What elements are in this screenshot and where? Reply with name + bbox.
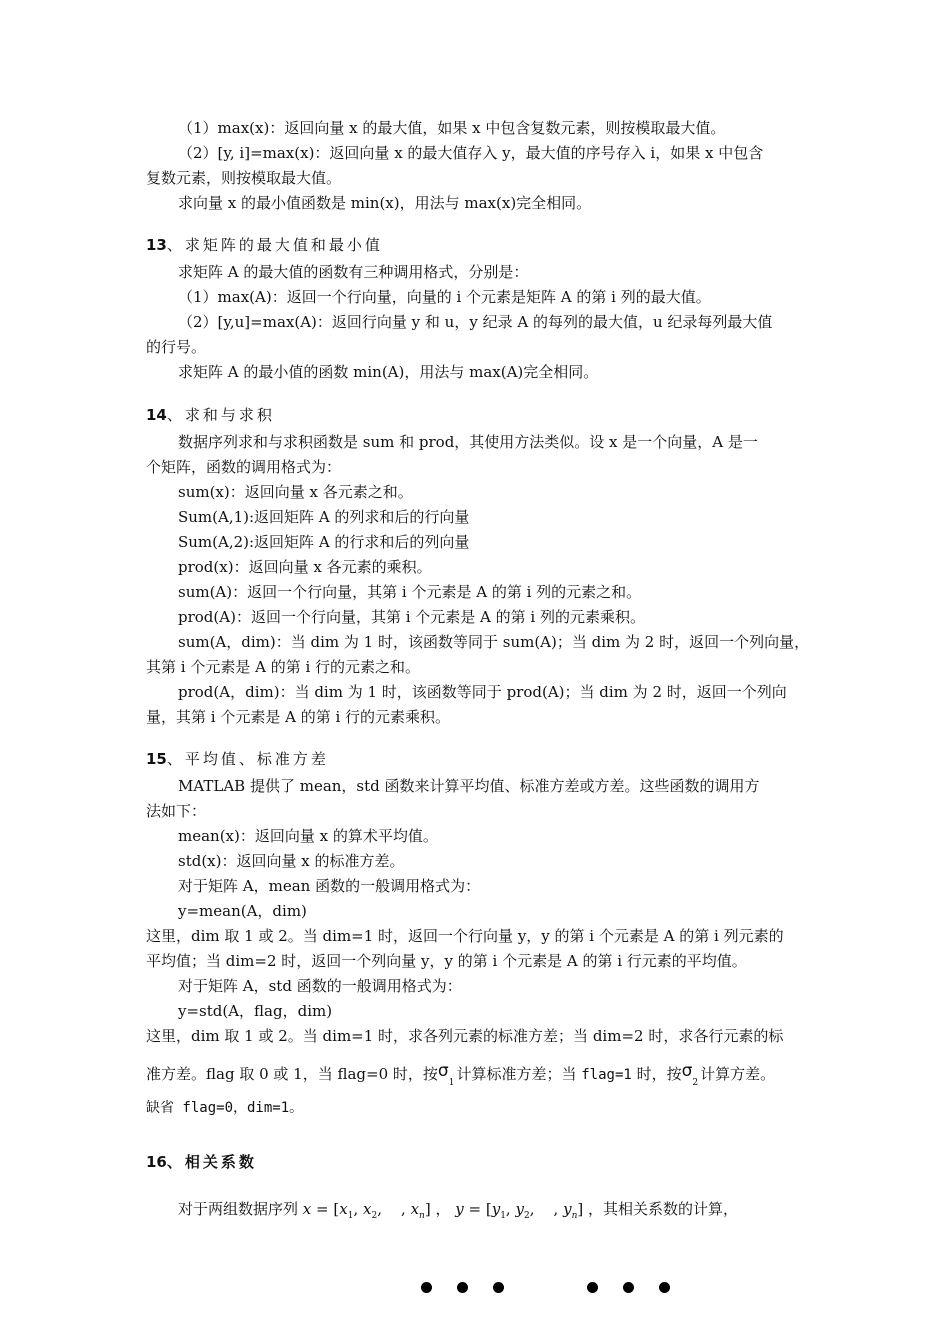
paragraph-line: sum(A，dim)：当 dim 为 1 时，该函数等同于 sum(A)；当 dim 为 2 时，返回一个列向量， xyxy=(178,633,810,651)
paragraph-line: 求矩阵 A 的最大值的函数有三种调用格式，分别是： xyxy=(178,263,529,281)
paragraph-line: 的行号。 xyxy=(146,338,207,356)
paragraph-line: 求向量 x 的最小值函数是 min(x)，用法与 max(x)完全相同。 xyxy=(178,194,592,212)
dot-icon xyxy=(457,1282,468,1293)
paragraph-line: 缺省 flag=0，dim=1。 xyxy=(146,1100,304,1116)
paragraph-line: 量，其第 i 个元素是 A 的第 i 行的元素乘积。 xyxy=(146,708,451,726)
section-heading-13 xyxy=(146,235,383,255)
paragraph-line: prod(A，dim)：当 dim 为 1 时，该函数等同于 prod(A)；当 dim 为 2 时，返回一个列向 xyxy=(178,683,787,701)
paragraph-line: 法如下： xyxy=(146,802,207,820)
dot-icon xyxy=(493,1282,504,1293)
paragraph-line: 对于矩阵 A，mean 函数的一般调用格式为： xyxy=(178,877,481,895)
paragraph-line: mean(x)：返回向量 x 的算术平均值。 xyxy=(178,827,438,845)
paragraph-line: 这里，dim 取 1 或 2。当 dim=1 时，返回一个行向量 y，y 的第 i 个元素是 A 的第 i 列元素的 xyxy=(146,927,784,945)
sigma-subscript: 1 xyxy=(448,1078,455,1088)
paragraph-line: prod(x)：返回向量 x 各元素的乘积。 xyxy=(178,558,432,576)
section-heading-14 xyxy=(146,405,275,425)
paragraph-line: sum(x)：返回向量 x 各元素之和。 xyxy=(178,483,413,501)
paragraph-line: sum(A)：返回一个行向量，其第 i 个元素是 A 的第 i 列的元素之和。 xyxy=(178,583,642,601)
dot-icon xyxy=(623,1282,634,1293)
section-heading-15 xyxy=(146,749,329,769)
sigma-symbol: σ xyxy=(437,1061,449,1081)
section-title: 、平均值、标准方差 xyxy=(166,750,329,768)
paragraph-line-sigma xyxy=(146,1061,810,1087)
section-title: 、求和与求积 xyxy=(166,406,275,424)
paragraph-line: prod(A)：返回一个行向量，其第 i 个元素是 A 的第 i 列的元素乘积。 xyxy=(178,608,645,626)
section-number: 16 xyxy=(146,1153,167,1171)
paragraph-line: 个矩阵，函数的调用格式为： xyxy=(146,458,342,476)
y-sequence-formula: $y = [y_1$, $y_2$, , $y_n$] xyxy=(455,1200,584,1221)
paragraph-line: 复数元素，则按模取最大值。 xyxy=(146,169,342,187)
section-title: 、求矩阵的最大值和最小值 xyxy=(166,236,383,254)
section-heading-16 xyxy=(146,1152,257,1172)
text-run: ，其相关系数的计算， xyxy=(588,1200,739,1218)
text-run: 计算方差。 xyxy=(700,1065,776,1083)
section-number: 13 xyxy=(146,236,167,254)
paragraph-line: 这里，dim 取 1 或 2。当 dim=1 时，求各列元素的标准方差；当 dim=2 时，求各行元素的标 xyxy=(146,1027,784,1045)
paragraph-line: （1）max(x)：返回向量 x 的最大值，如果 x 中包含复数元素，则按模取最大值。 xyxy=(178,119,726,137)
paragraph-line: 求矩阵 A 的最小值的函数 min(A)，用法与 max(A)完全相同。 xyxy=(178,363,599,381)
dot-icon xyxy=(659,1282,670,1293)
paragraph-line: （2）[y, i]=max(x)：返回向量 x 的最大值存入 y，最大值的序号存入 i，如果 x 中包含 xyxy=(178,144,764,162)
paragraph-line: y=mean(A，dim) xyxy=(178,902,307,920)
correlation-formula-line: 对于两组数据序列 $x = [x_1$, $x_2$, , $x_n$] ， $y = [y_1$, $y_2$, , $y_n$] ，其相关系数的计算， xyxy=(178,1200,739,1221)
paragraph-line: 平均值；当 dim=2 时，返回一个列向量 y，y 的第 i 个元素是 A 的第 i 行元素的平均值。 xyxy=(146,952,747,970)
section-title: 、相关系数 xyxy=(166,1153,257,1171)
paragraph-line: Sum(A,1):返回矩阵 A 的列求和后的行向量 xyxy=(178,508,470,526)
text-run: 计算标准方差；当 xyxy=(456,1065,577,1083)
paragraph-line: y=std(A，flag，dim) xyxy=(178,1002,333,1020)
section-number: 15 xyxy=(146,750,167,768)
footer-dots xyxy=(0,1278,950,1298)
text-run: 准方差。flag 取 0 或 1，当 flag=0 时，按 xyxy=(146,1065,438,1083)
text-run: 对于两组数据序列 xyxy=(178,1200,299,1218)
paragraph-line: Sum(A,2):返回矩阵 A 的行求和后的列向量 xyxy=(178,533,470,551)
paragraph-line: 数据序列求和与求积函数是 sum 和 prod，其使用方法类似。设 x 是一个向量，A 是一 xyxy=(178,433,758,451)
paragraph-line: （1）max(A)：返回一个行向量，向量的 i 个元素是矩阵 A 的第 i 列的最大值。 xyxy=(178,288,711,306)
dot-icon xyxy=(587,1282,598,1293)
paragraph-line: MATLAB 提供了 mean，std 函数来计算平均值、标准方差或方差。这些函数的调用方 xyxy=(178,777,760,795)
section-number: 14 xyxy=(146,406,167,424)
paragraph-line: 其第 i 个元素是 A 的第 i 行的元素之和。 xyxy=(146,658,421,676)
text-run: 时，按 xyxy=(636,1065,682,1083)
sigma-symbol: σ xyxy=(681,1061,693,1081)
paragraph-line: （2）[y,u]=max(A)：返回行向量 y 和 u，y 纪录 A 的每列的最大值，u 纪录每列最大值 xyxy=(178,313,773,331)
paragraph-line: std(x)：返回向量 x 的标准方差。 xyxy=(178,852,405,870)
x-sequence-formula: $x = [x_1$, $x_2$, , $x_n$] xyxy=(302,1200,431,1221)
code-text: flag=1 xyxy=(581,1067,632,1083)
paragraph-line: 对于矩阵 A，std 函数的一般调用格式为： xyxy=(178,977,462,995)
dot-icon xyxy=(421,1282,432,1293)
sigma-subscript: 2 xyxy=(692,1078,699,1088)
